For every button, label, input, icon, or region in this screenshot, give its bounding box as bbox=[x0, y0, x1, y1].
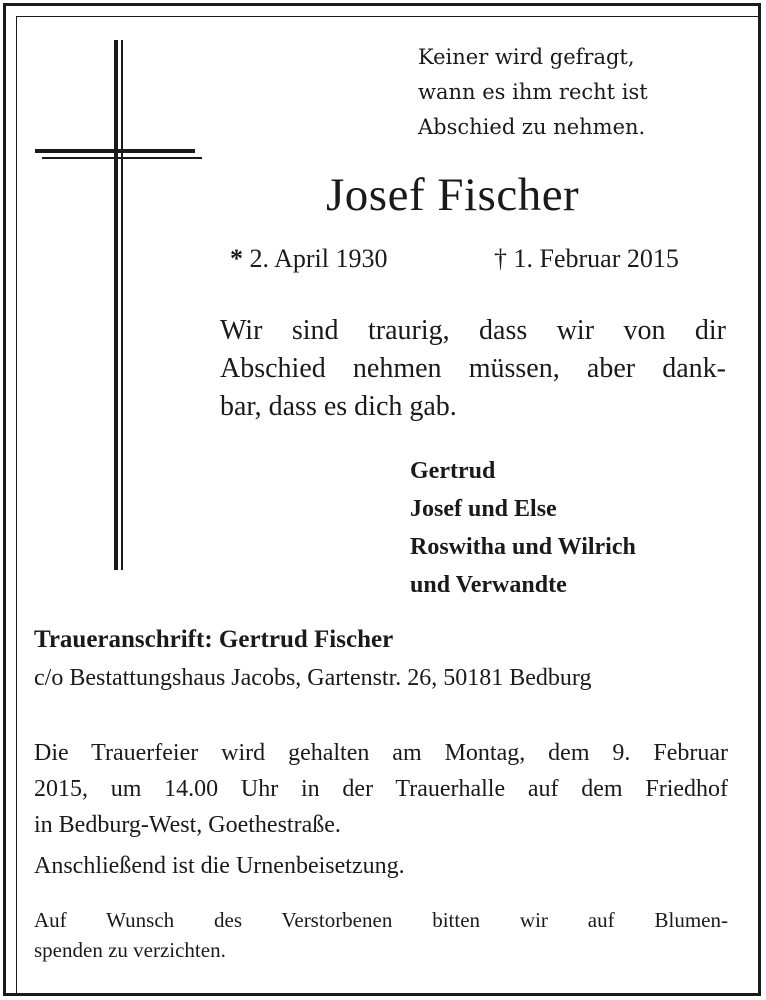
mourner-name: und Verwandte bbox=[410, 572, 567, 598]
birth-date: 2. April 1930 bbox=[249, 244, 388, 273]
condolence-message bbox=[220, 312, 726, 426]
poem bbox=[418, 40, 648, 145]
address-line: c/o Bestattungshaus Jacobs, Gartenstr. 26, 50181 Bedburg bbox=[34, 665, 592, 691]
ceremony-info bbox=[34, 735, 728, 843]
death-date-group bbox=[494, 244, 679, 274]
birth-star-icon: * bbox=[230, 244, 243, 273]
address-title: Traueranschrift: Gertrud Fischer bbox=[34, 626, 394, 653]
mourner-name: Roswitha und Wilrich bbox=[410, 534, 636, 560]
ceremony-line: 2015, um 14.00 Uhr in der Trauerhalle auf dem Friedhof bbox=[34, 776, 728, 802]
inner-border bbox=[16, 16, 760, 994]
birth-date-group bbox=[230, 244, 387, 274]
message-line: Wir sind traurig, dass wir von dir bbox=[220, 315, 726, 346]
ceremony-line: Die Trauerfeier wird gehalten am Montag, dem 9. Februar bbox=[34, 740, 728, 766]
wish-line: Auf Wunsch des Verstorbenen bitten wir auf Blumen- bbox=[34, 908, 728, 932]
mourners-list bbox=[410, 452, 636, 604]
ceremony-line: in Bedburg-West, Goethestraße. bbox=[34, 812, 341, 838]
burial-info: Anschließend ist die Urnenbeisetzung. bbox=[34, 853, 405, 879]
message-line: Abschied nehmen müssen, aber dank- bbox=[220, 353, 726, 384]
mourner-name: Gertrud bbox=[410, 458, 496, 484]
wish-line: spenden zu verzichten. bbox=[34, 938, 226, 962]
poem-line: Abschied zu nehmen. bbox=[418, 115, 646, 139]
message-line: bar, dass es dich gab. bbox=[220, 391, 457, 422]
mourner-name: Josef und Else bbox=[410, 496, 557, 522]
death-date: 1. Februar 2015 bbox=[513, 244, 679, 273]
deceased-name: Josef Fischer bbox=[326, 169, 580, 221]
poem-line: Keiner wird gefragt, bbox=[418, 45, 635, 69]
death-dagger-icon: † bbox=[494, 244, 507, 273]
poem-line: wann es ihm recht ist bbox=[418, 80, 648, 104]
wish-note bbox=[34, 905, 728, 965]
